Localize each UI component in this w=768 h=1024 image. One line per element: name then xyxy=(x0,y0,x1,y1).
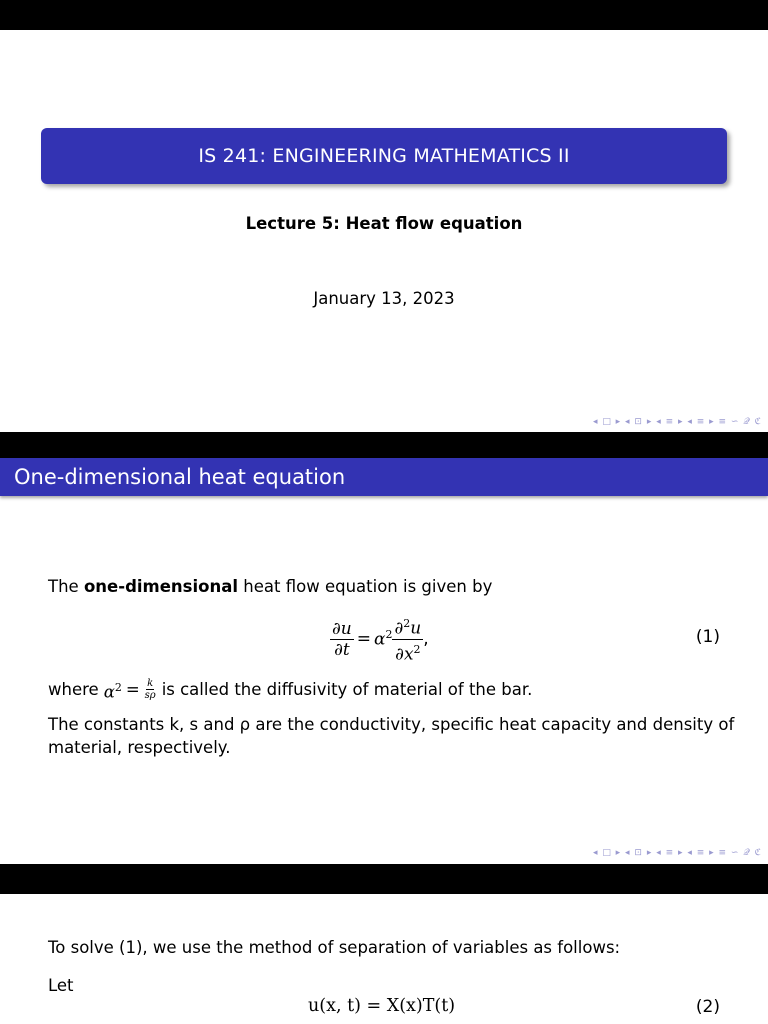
separation-equation: u(x, t) = X(x)T(t) xyxy=(308,996,456,1016)
intro-line xyxy=(48,575,492,598)
beamer-navigation-1[interactable]: ◂ □ ▸ ◂ ⊡ ▸ ◂ ≡ ▸ ◂ ≡ ▸ ≡ ∽ 𝒬 ℭ xyxy=(592,417,762,427)
solve-intro: To solve (1), we use the method of separation of variables as follows: xyxy=(48,938,621,957)
intro-post: heat flow equation is given by xyxy=(243,577,493,596)
intro-bold: one-dimensional xyxy=(83,577,239,596)
intro-pre: The xyxy=(48,577,79,596)
slide-separator-2 xyxy=(0,864,768,894)
heat-equation: $\frac{\partial u}{\partial t}$ = $\alpha^2$ $\frac{\partial^2u}{\partial x^2}$ , xyxy=(330,614,429,664)
top-black-bar xyxy=(0,0,768,30)
where-post: is called the diffusivity of material of the bar. xyxy=(161,680,533,700)
where-pre: where xyxy=(48,680,99,700)
equation-number-2: (2) xyxy=(695,997,720,1017)
beamer-navigation-2[interactable]: ◂ □ ▸ ◂ ⊡ ▸ ◂ ≡ ▸ ◂ ≡ ▸ ≡ ∽ 𝒬 ℭ xyxy=(592,848,762,858)
constants-line-1: The constants k, s and ρ are the conductivity, specific heat capacity and density of xyxy=(48,715,735,734)
lecture-date: January 13, 2023 xyxy=(313,289,455,308)
lecture-subtitle: Lecture 5: Heat flow equation xyxy=(245,214,523,233)
frame-title: One-dimensional heat equation xyxy=(14,465,346,489)
lecture-title-box xyxy=(41,128,727,184)
let-text: Let xyxy=(48,976,74,995)
equation-number-1: (1) xyxy=(695,627,720,647)
frame-title-bar xyxy=(0,458,768,496)
diffusivity-line: where $\alpha^2$ = $\frac{k}{s\rho}$ is called the diffusivity of material of the bar. xyxy=(48,678,533,702)
constants-line-2: material, respectively. xyxy=(48,738,231,757)
slide-separator-1 xyxy=(0,432,768,458)
course-title: IS 241: ENGINEERING MATHEMATICS II xyxy=(198,145,570,167)
